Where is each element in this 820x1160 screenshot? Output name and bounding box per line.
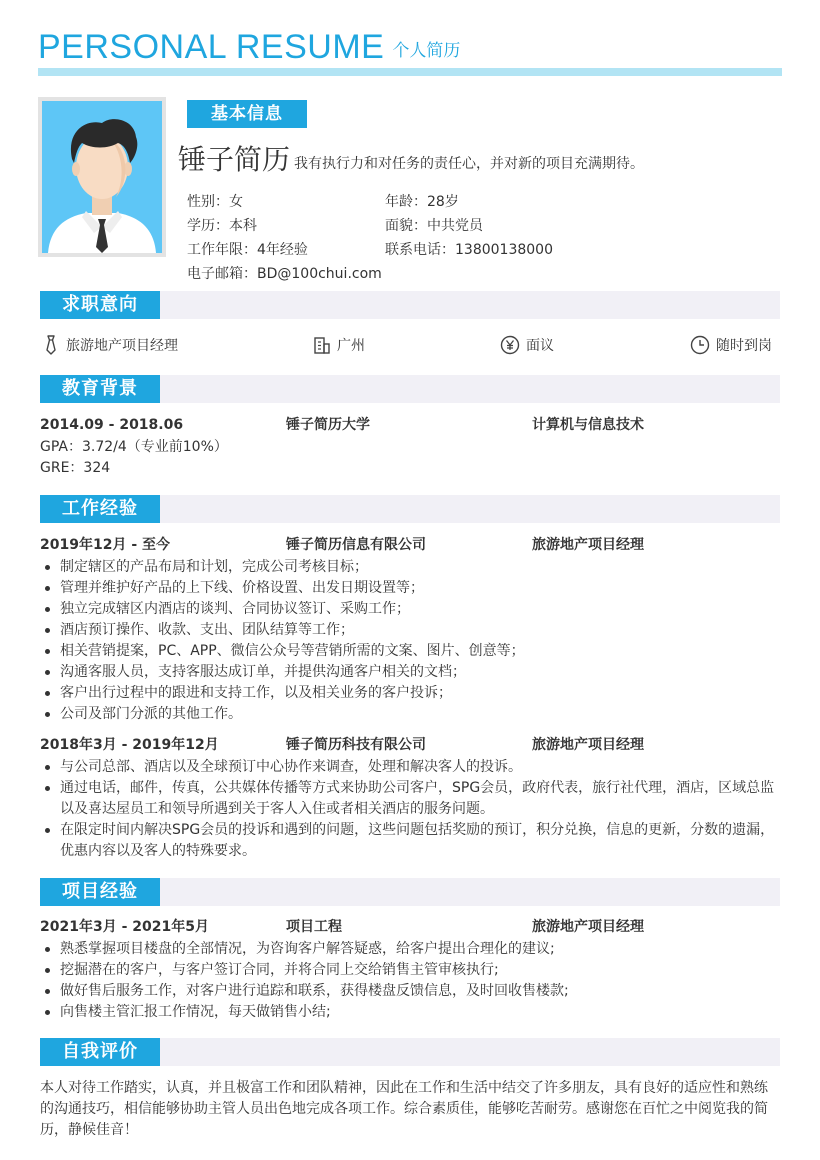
project-duties-list	[40, 939, 780, 1023]
phone-field: 联系电话：13800138000	[385, 242, 553, 258]
work-duties-list	[40, 757, 780, 862]
education-gpa: GPA：3.72/4（专业前10%）	[40, 439, 228, 455]
list-item: 客户出行过程中的跟进和支持工作，以及相关业务的客户投诉；	[40, 683, 780, 704]
info-row	[187, 262, 583, 286]
list-item: 公司及部门分派的其他工作。	[40, 704, 780, 725]
work-period: 2018年3月 - 2019年12月	[40, 737, 219, 753]
section-self	[40, 1038, 780, 1066]
intent-row	[40, 333, 780, 357]
section-work-heading: 工作经验	[40, 495, 160, 523]
intent-city	[313, 333, 365, 357]
intent-availability-label: 随时到岗	[716, 338, 772, 354]
info-row	[187, 190, 583, 214]
intent-availability	[690, 333, 772, 357]
education-gre: GRE：324	[40, 460, 111, 476]
intent-position	[42, 333, 178, 357]
list-item: 相关营销提案，PC、APP、微信公众号等营销所需的文案、图片、创意等；	[40, 641, 780, 662]
list-item: 沟通客服人员，支持客服达成订单，并提供沟通客户相关的文档；	[40, 662, 780, 683]
section-work	[40, 495, 780, 523]
list-item: 熟悉掌握项目楼盘的全部情况，为咨询客户解答疑惑，给客户提出合理化的建议;	[40, 939, 780, 960]
self-evaluation-text: 本人对待工作踏实，认真，并且极富工作和团队精神，因此在工作和生活中结交了许多朋友，具有良好的适应性和熟练的沟通技巧，相信能够协助主管人员出色地完成各项工作。综合素质佳，能够吃苦耐劳。感谢您在百忙之中阅览我的简历，静候佳音！	[40, 1080, 768, 1138]
section-education	[40, 375, 780, 403]
list-item: 酒店预订操作、收款、支出、团队结算等工作；	[40, 620, 780, 641]
list-item: 制定辖区的产品布局和计划，完成公司考核目标；	[40, 557, 780, 578]
list-item: 挖掘潜在的客户，与客户签订合同，并将合同上交给销售主管审核执行;	[40, 960, 780, 981]
title-english: PERSONAL RESUME	[38, 28, 385, 66]
list-item: 通过电话，邮件，传真，公共媒体传播等方式来协助公司客户，SPG会员，政府代表，旅行社代理，酒店，区域总监以及喜达屋员工和领导所遇到关于客人入住或者相关酒店的服务问题。	[40, 778, 780, 820]
email-field: 电子邮箱：BD@100chui.com	[187, 266, 382, 282]
basic-info-grid	[187, 190, 583, 286]
section-project-heading: 项目经验	[40, 878, 160, 906]
education-major: 计算机与信息技术	[532, 417, 644, 433]
work-duties-list	[40, 557, 780, 725]
list-item: 管理并维护好产品的上下线、价格设置、出发日期设置等；	[40, 578, 780, 599]
project-role: 旅游地产项目经理	[532, 919, 644, 935]
candidate-name: 锤子简历	[178, 143, 291, 176]
education-school: 锤子简历大学	[286, 417, 370, 433]
avatar	[42, 101, 162, 253]
list-item: 向售楼主管汇报工作情况，每天做销售小结;	[40, 1002, 780, 1023]
title-underline	[38, 68, 782, 76]
name-row	[178, 140, 644, 180]
education-entry-head	[40, 414, 780, 436]
resume-title	[38, 26, 460, 66]
list-item: 与公司总部、酒店以及全球预订中心协作来调查，处理和解决客人的投诉。	[40, 757, 780, 778]
work-role: 旅游地产项目经理	[532, 537, 644, 553]
work-period: 2019年12月 - 至今	[40, 537, 171, 553]
project-period: 2021年3月 - 2021年5月	[40, 919, 209, 935]
intent-position-label: 旅游地产项目经理	[66, 338, 178, 354]
tie-icon	[42, 335, 60, 355]
section-intent-heading: 求职意向	[40, 291, 160, 319]
candidate-motto: 我有执行力和对任务的责任心，并对新的项目充满期待。	[294, 156, 645, 172]
work-entry-head	[40, 734, 780, 756]
section-education-heading: 教育背景	[40, 375, 160, 403]
project-entry-head	[40, 916, 780, 938]
education-period: 2014.09 - 2018.06	[40, 417, 184, 433]
section-intent	[40, 291, 780, 319]
section-project	[40, 878, 780, 906]
section-self-heading: 自我评价	[40, 1038, 160, 1066]
work-company: 锤子简历科技有限公司	[286, 737, 426, 753]
basic-info-heading: 基本信息	[187, 100, 307, 128]
clock-icon	[690, 335, 710, 355]
experience-field: 工作年限：4年经验	[187, 242, 308, 258]
info-row	[187, 214, 583, 238]
building-icon	[313, 336, 331, 354]
work-entry-head	[40, 534, 780, 556]
profile-photo	[38, 97, 166, 257]
intent-city-label: 广州	[337, 338, 365, 354]
list-item: 在限定时间内解决SPG会员的投诉和遇到的问题，这些问题包括奖励的预订，积分兑换，信息的更新，分数的遗漏，优惠内容以及客人的特殊要求。	[40, 820, 780, 862]
list-item: 独立完成辖区内酒店的谈判、合同协议签订、采购工作；	[40, 599, 780, 620]
politics-field: 面貌：中共党员	[385, 218, 483, 234]
intent-salary-label: 面议	[526, 338, 554, 354]
list-item: 做好售后服务工作，对客户进行追踪和联系，获得楼盘反馈信息，及时回收售楼款;	[40, 981, 780, 1002]
gender-field: 性别：女	[187, 194, 243, 210]
work-role: 旅游地产项目经理	[532, 737, 644, 753]
work-company: 锤子简历信息有限公司	[286, 537, 426, 553]
title-chinese: 个人简历	[392, 41, 461, 61]
avatar-illustration-icon	[42, 101, 162, 253]
education-field: 学历：本科	[187, 218, 257, 234]
project-name: 项目工程	[286, 919, 342, 935]
yen-icon	[500, 335, 520, 355]
intent-salary	[500, 333, 554, 357]
info-row	[187, 238, 583, 262]
age-field: 年龄：28岁	[385, 194, 459, 210]
